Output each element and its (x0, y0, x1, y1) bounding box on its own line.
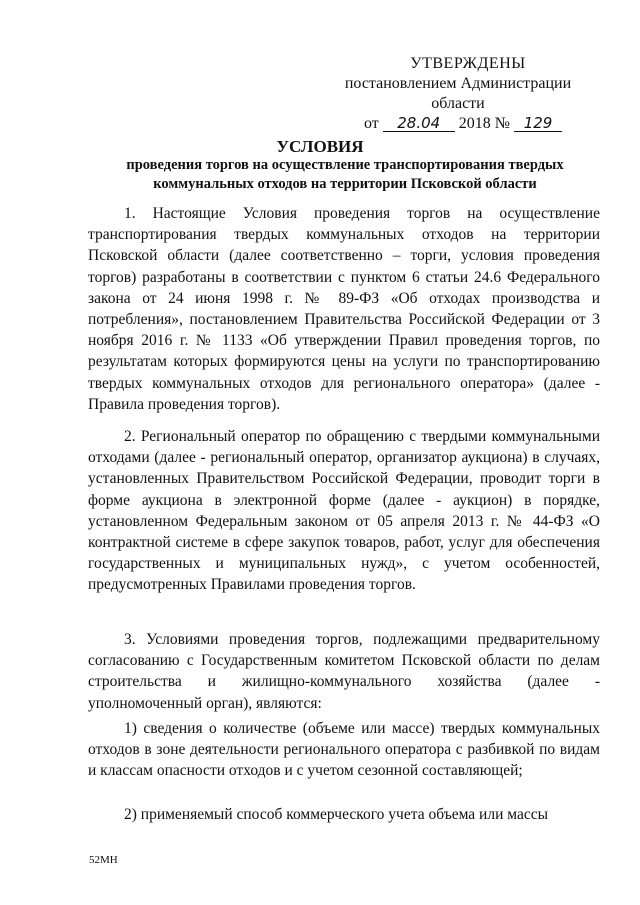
approval-authority: постановлением Администрации области (344, 75, 572, 112)
document-title: УСЛОВИЯ (276, 137, 364, 156)
handwritten-number: 129 (514, 115, 562, 132)
paragraph-3-item-2: 2) применяемый способ коммерческого учета объема или массы (124, 806, 549, 823)
footer-code: 52МН (89, 854, 118, 866)
approval-block (318, 54, 598, 134)
approval-date-line (318, 114, 598, 134)
paragraph-1: 1. Настоящие Условия проведения торгов на осуществление транспортирования твердых коммунальных отходов на территории Псковской области (далее соответственно – торги, условия проведения торгов) разработаны в соответствии с пунктом 6 статьи 24.6 Федерального закона от 24 июня 1998 г. № 89-ФЗ «Об отходах производства и потребления», постановлением Правительства Российской Федерации от 3 ноября 2016 г. № 1133 «Об утверждении Правил проведения торгов, по результатам которых формируются цены на услуги по транспортированию твердых коммунальных отходов для регионального оператора» (далее - Правила проведения торгов). (88, 205, 600, 413)
paragraph-3: 3. Условиями проведения торгов, подлежащими предварительному согласованию с Государственным комитетом Псковской области по делам строительства и жилищно-коммунального хозяйства (далее - уполномоченный орган), являются: (88, 631, 600, 712)
from-label: от (363, 115, 379, 132)
document-subtitle: проведения торгов на осуществление транспортирования твердых коммунальных отходов на территории Псковской области (126, 157, 564, 192)
paragraph-3-item-1: 1) сведения о количестве (объеме или массе) твердых коммунальных отходов в зоне деятельности регионального оператора с разбивкой по видам и классам опасности отходов и с учетом сезонной составляющей; (88, 720, 600, 780)
handwritten-date: 28.04 (383, 115, 455, 132)
paragraph-2: 2. Региональный оператор по обращению с твердыми коммунальными отходами (далее - региональный оператор, организатор аукциона) в случаях, установленных Правительством Российской Федерации, проводит торги в форме аукциона в электронной форме (далее - аукцион) в порядке, установленном Федеральным законом от 05 апреля 2013 г. № 44-ФЗ «О контрактной системе в сфере закупок товаров, работ, услуг для обеспечения государственных и муниципальных нужд», с учетом особенностей, предусмотренных Правилами проведения торгов. (88, 428, 600, 594)
approval-heading: УТВЕРЖДЕНЫ (410, 55, 526, 72)
year-number-label: 2018 № (458, 115, 511, 132)
